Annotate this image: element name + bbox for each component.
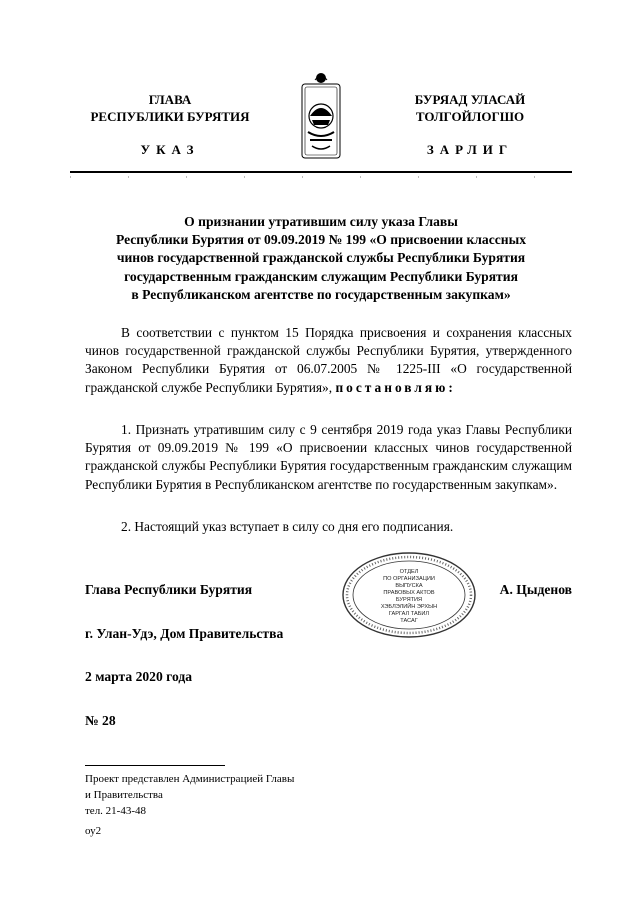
seal-line3: ВЫПУСКА <box>395 583 423 589</box>
header-left-line1: ГЛАВА <box>148 92 192 107</box>
seal-line8: ТАСАГ <box>400 618 418 624</box>
footer-line2: и Правительства <box>85 789 163 801</box>
document-title <box>70 213 572 304</box>
header-dotted-line <box>70 176 572 178</box>
stamp-seal <box>340 551 478 639</box>
seal-line4: ПРАВОВЫХ АКТОВ <box>383 590 435 596</box>
title-line3: чинов государственной гражданской службы Республики Бурятия <box>116 250 526 266</box>
seal-line6: ХЭБЛЭЛИЙН ЭРХЫН <box>380 604 438 610</box>
header-left <box>70 91 270 125</box>
seal-line2: ПО ОРГАНИЗАЦИИ <box>383 576 435 582</box>
header-right <box>370 91 570 125</box>
coat-of-arms-emblem <box>298 70 344 162</box>
footer-line3: тел. 21-43-48 <box>85 805 147 817</box>
footer-code: оу2 <box>85 825 102 837</box>
signatory-position: Глава Республики Бурятия <box>85 582 253 597</box>
doc-type-right: ЗАРЛИГ <box>426 142 514 157</box>
signatory-name: А. Цыденов <box>499 582 572 597</box>
preamble-text: В соответствии с пунктом 15 Порядка присвоения и сохранения классных чинов государственной гражданской службы Республики Бурятия, утвержденного Законом Республики Бурятия от 06.07.2005 № 1225-III «О государственной гражданской службе Республики Бурятия», <box>85 325 572 395</box>
title-line4: государственным гражданским служащим Республики Бурятия <box>124 268 518 284</box>
seal-line7: ГАРГАЛ ТАБИЛ <box>388 611 430 617</box>
header-left-line2: РЕСПУБЛИКИ БУРЯТИЯ <box>90 109 250 124</box>
decree-number: № 28 <box>85 713 116 728</box>
item-1-paragraph: 1. Признать утратившим силу с 9 сентября 2019 года указ Главы Республики Бурятия от 09.09.2019 № 199 «О присвоении классных чинов государственной гражданской службы Республики Бурятия государственным гражданским служащим Республики Бурятия в Республиканском агентстве по государственным закупкам». <box>85 422 572 492</box>
signing-date: 2 марта 2020 года <box>85 669 193 684</box>
title-line2: Республики Бурятия от 09.09.2019 № 199 «О присвоении классных <box>115 232 527 248</box>
header-rule <box>70 171 572 173</box>
item-2-paragraph: 2. Настоящий указ вступает в силу со дня его подписания. <box>121 519 454 534</box>
title-line5: в Республиканском агентстве по государственным закупкам» <box>131 286 511 302</box>
title-line1: О признании утратившим силу указа Главы <box>184 214 458 229</box>
footer-rule <box>85 765 225 766</box>
preamble-paragraph <box>85 324 572 397</box>
seal-line5: БУРЯТИЯ <box>395 597 423 603</box>
signing-place: г. Улан-Удэ, Дом Правительства <box>85 626 284 641</box>
footer-note <box>85 771 294 819</box>
header-right-line2: ТОЛГОЙЛОГШО <box>415 109 525 124</box>
footer-line1: Проект представлен Администрацией Главы <box>85 773 295 785</box>
header-right-line1: БУРЯАД УЛАСАЙ <box>414 92 526 107</box>
doc-type-left: УКАЗ <box>140 142 200 157</box>
decree-word: постановляю: <box>335 379 456 395</box>
seal-line1: ОТДЕЛ <box>399 569 419 575</box>
